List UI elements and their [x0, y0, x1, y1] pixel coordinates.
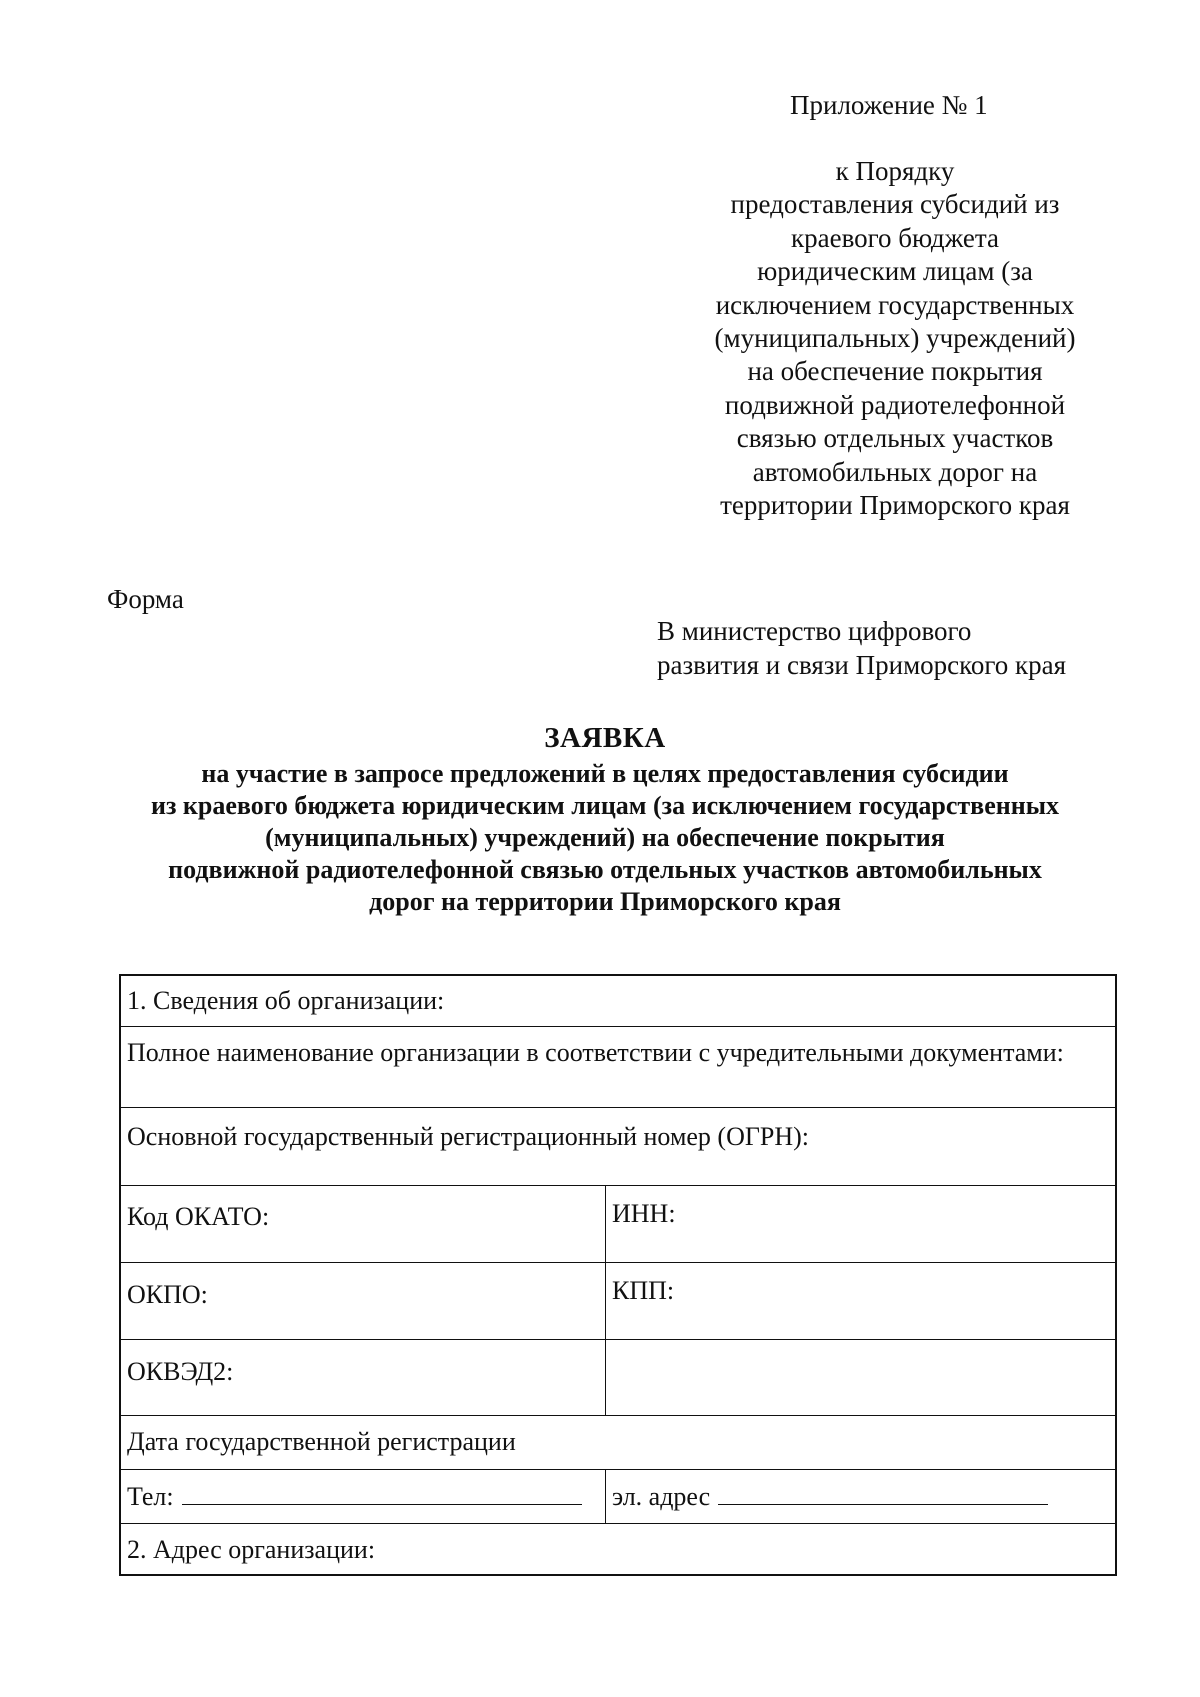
annex-reference — [690, 155, 1100, 522]
annex-line: краевого бюджета — [791, 222, 999, 253]
section1-row — [121, 976, 1115, 1026]
annex-line: юридическим лицам (за — [757, 256, 1033, 287]
document-subtitle — [60, 758, 1150, 918]
subtitle-line: на участие в запросе предложений в целях предоставления субсидии — [201, 759, 1009, 788]
phone-label: Тел: — [127, 1482, 174, 1511]
section1-header: 1. Сведения об организации: — [127, 986, 445, 1015]
address-field[interactable]: 2. Адрес организации: — [127, 1535, 376, 1564]
inn-field[interactable]: ИНН: — [605, 1186, 1115, 1262]
phone-blank-line[interactable] — [182, 1482, 582, 1505]
annex-line: на обеспечение покрытия — [747, 356, 1043, 387]
subtitle-line: (муниципальных) учреждений) на обеспечение покрытия — [265, 823, 945, 852]
annex-title: Приложение № 1 — [790, 90, 988, 120]
full-name-row — [121, 1026, 1115, 1107]
addressee — [657, 614, 1066, 682]
reg-date-row — [121, 1415, 1115, 1469]
annex-line: связью отдельных участков — [736, 423, 1054, 454]
addressee-line: развития и связи Приморского края — [657, 650, 1067, 680]
contacts-row — [121, 1469, 1115, 1523]
kpp-field[interactable]: КПП: — [605, 1263, 1115, 1339]
okved-row — [121, 1339, 1115, 1415]
reg-date-field[interactable]: Дата государственной регистрации — [127, 1427, 516, 1456]
email-field[interactable] — [605, 1470, 1115, 1523]
annex-line: к Порядку — [835, 156, 955, 186]
okpo-field[interactable]: ОКПО: — [127, 1280, 208, 1309]
okpo-kpp-row — [121, 1262, 1115, 1339]
okato-field[interactable]: Код ОКАТО: — [127, 1202, 270, 1231]
annex-line: предоставления субсидий из — [730, 189, 1060, 220]
annex-line: территории Приморского края — [720, 490, 1070, 521]
form-label: Форма — [107, 584, 184, 614]
annex-line: автомобильных дорог на — [752, 456, 1038, 487]
document-heading — [60, 718, 1150, 918]
ogrn-row — [121, 1107, 1115, 1185]
annex-line: (муниципальных) учреждений) — [714, 323, 1076, 354]
subtitle-line: из краевого бюджета юридическим лицам (за исключением государственных — [150, 791, 1059, 820]
application-form-table — [119, 974, 1117, 1576]
annex-line: подвижной радиотелефонной — [724, 389, 1066, 420]
email-blank-line[interactable] — [718, 1482, 1048, 1505]
subtitle-line: подвижной радиотелефонной связью отдельных участков автомобильных — [168, 855, 1042, 884]
subtitle-line: дорог на территории Приморского края — [369, 887, 841, 916]
document-title: ЗАЯВКА — [544, 722, 666, 754]
okved-field[interactable]: ОКВЭД2: — [127, 1357, 234, 1386]
email-label: эл. адрес — [612, 1482, 711, 1511]
section2-row — [121, 1523, 1115, 1574]
addressee-line: В министерство цифрового — [657, 616, 972, 646]
full-name-field[interactable]: Полное наименование организации в соответствии с учредительными документами: — [127, 1038, 1064, 1067]
annex-line: исключением государственных — [715, 289, 1075, 320]
okato-inn-row — [121, 1185, 1115, 1262]
okved-value-field[interactable] — [605, 1340, 1115, 1415]
ogrn-field[interactable]: Основной государственный регистрационный номер (ОГРН): — [127, 1122, 810, 1151]
phone-field[interactable] — [121, 1470, 605, 1523]
